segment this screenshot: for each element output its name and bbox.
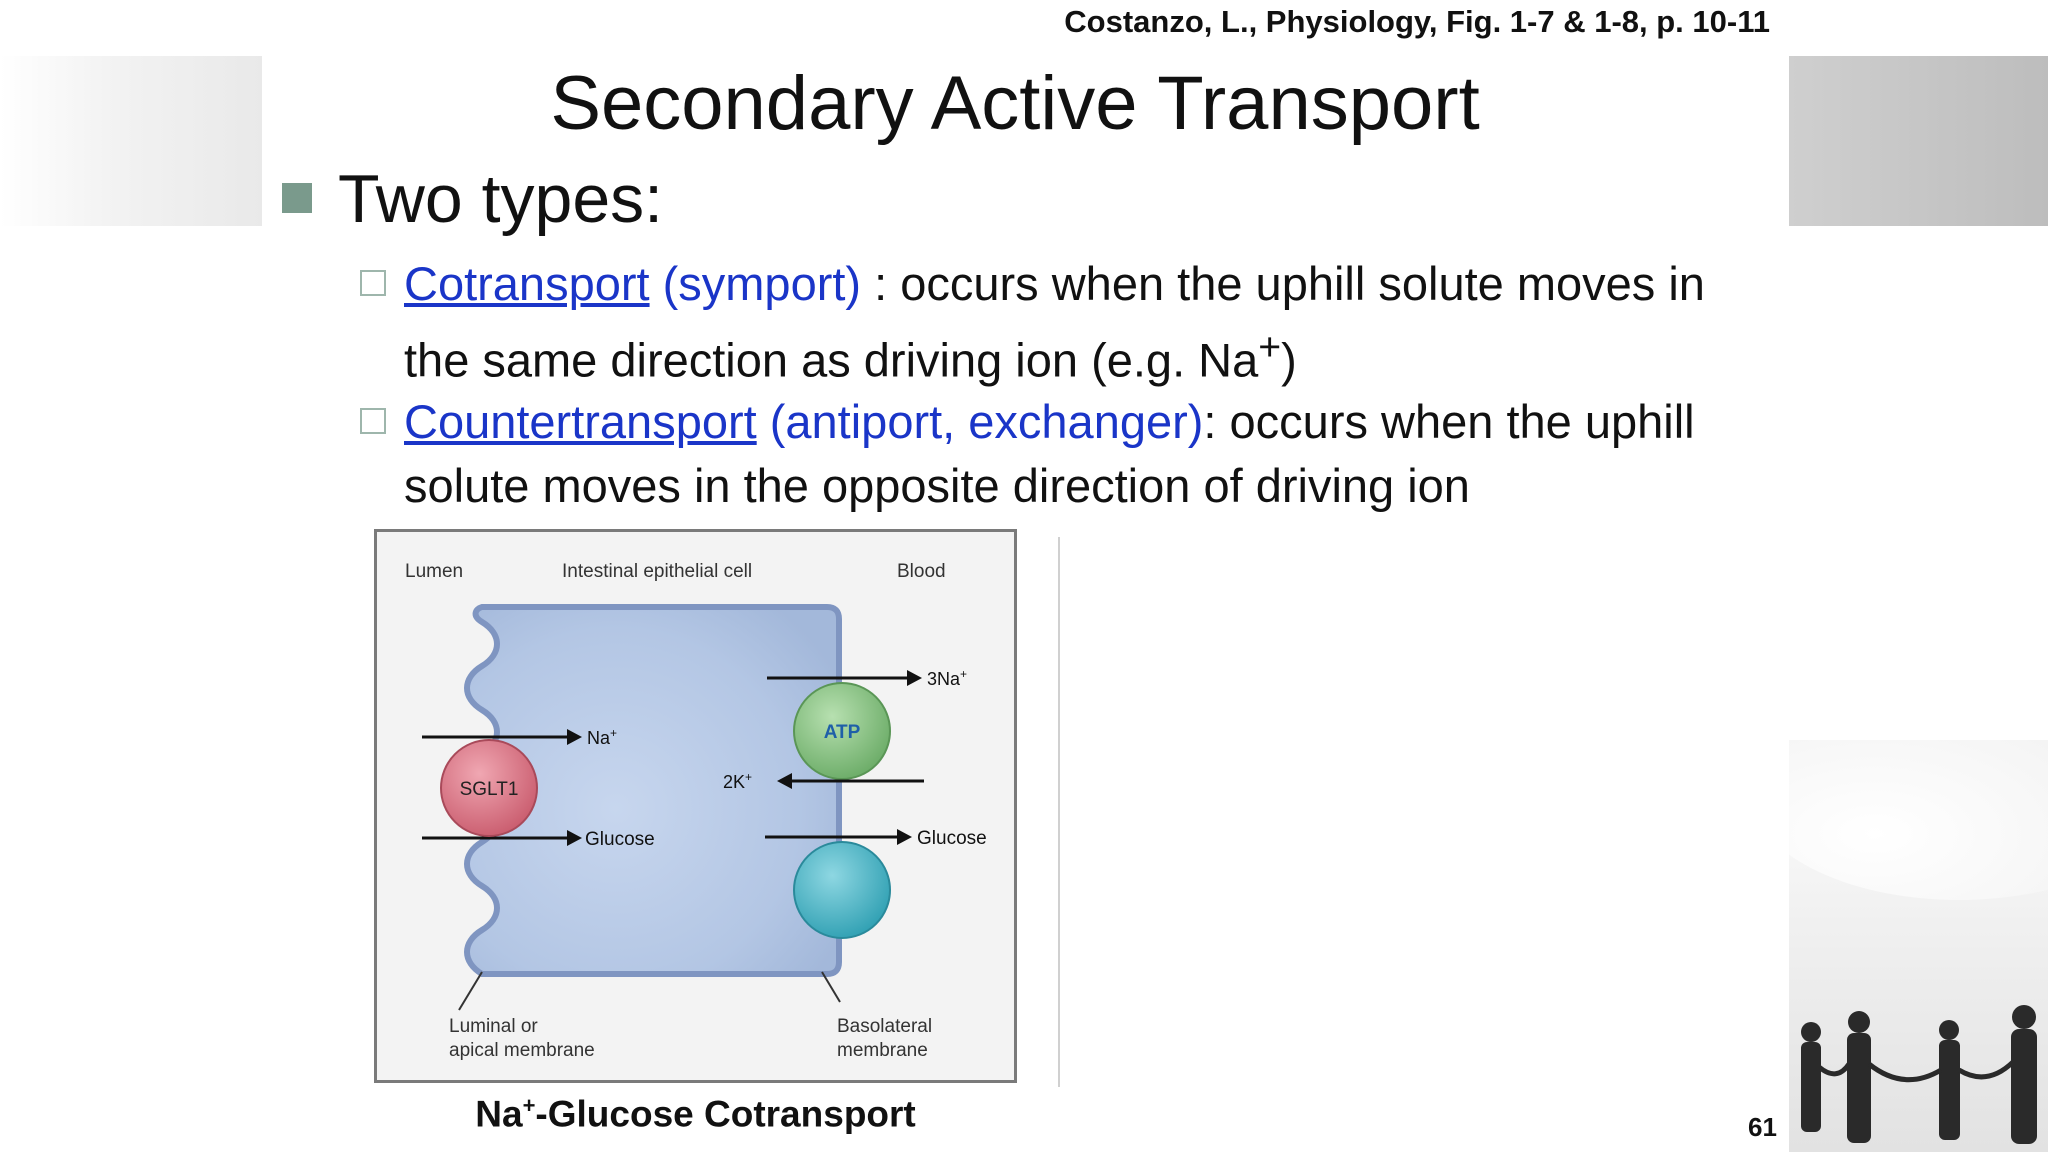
bullet-square-icon [282,183,312,213]
cotransport-link[interactable]: Cotransport [404,257,650,310]
na-in-label: Na+ [587,726,618,748]
na-superscript: + [1258,326,1282,369]
na-out-label: 3Na+ [927,667,968,689]
glucose-out-arrowhead [897,829,912,845]
luminal-label-2: apical membrane [449,1040,595,1061]
sub-bullet-text [404,252,1780,393]
figure-caption: Na+-Glucose Cotransport [475,1093,916,1135]
lumen-label: Lumen [405,561,464,582]
luminal-pointer [459,972,482,1010]
antiport-paren: (antiport, exchanger) [769,395,1204,448]
cotransport-tail: ) [1281,333,1297,387]
checkbox-square-icon [360,408,386,434]
basolateral-label-2: membrane [837,1040,928,1061]
sub-bullet-cotransport [360,252,1780,393]
checkbox-square-icon [360,270,386,296]
atp-label: ATP [823,722,861,743]
glucose-out-label: Glucose [917,828,987,849]
cotransport-desc: : occurs when the uphill solute moves in the same direction as driving ion (e.g. Na [404,257,1705,387]
k-in-label: 2K+ [723,770,753,792]
sglt1-label: SGLT1 [459,779,519,800]
bullet-two-types [282,160,663,238]
people-decor-image [1789,740,2048,1152]
symport-paren: (symport) [662,257,862,310]
blood-label: Blood [897,561,946,582]
figure-diagram [377,532,1014,1080]
bullet-label: Two types: [338,161,664,237]
slide-title: Secondary Active Transport [550,61,1480,146]
glucose-transporter [794,842,890,938]
divider-line [1058,537,1060,1087]
glucose-in-label: Glucose [585,829,655,850]
sub-bullet-text [404,390,1780,518]
countertransport-desc: : occurs when the uphill solute moves in the opposite direction of driving ion [404,395,1695,512]
citation-text: Costanzo, L., Physiology, Fig. 1-7 & 1-8, p. 10-11 [1064,4,1770,39]
people-silhouettes [1789,852,2048,1152]
countertransport-link[interactable]: Countertransport [404,395,757,448]
transport-figure [374,529,1017,1083]
na-out-arrowhead [907,670,922,686]
luminal-label-1: Luminal or [449,1016,538,1037]
sub-bullet-countertransport [360,390,1780,518]
cell-label: Intestinal epithelial cell [562,561,753,582]
page-number: 61 [1748,1112,1777,1142]
basolateral-label-1: Basolateral [837,1016,933,1037]
